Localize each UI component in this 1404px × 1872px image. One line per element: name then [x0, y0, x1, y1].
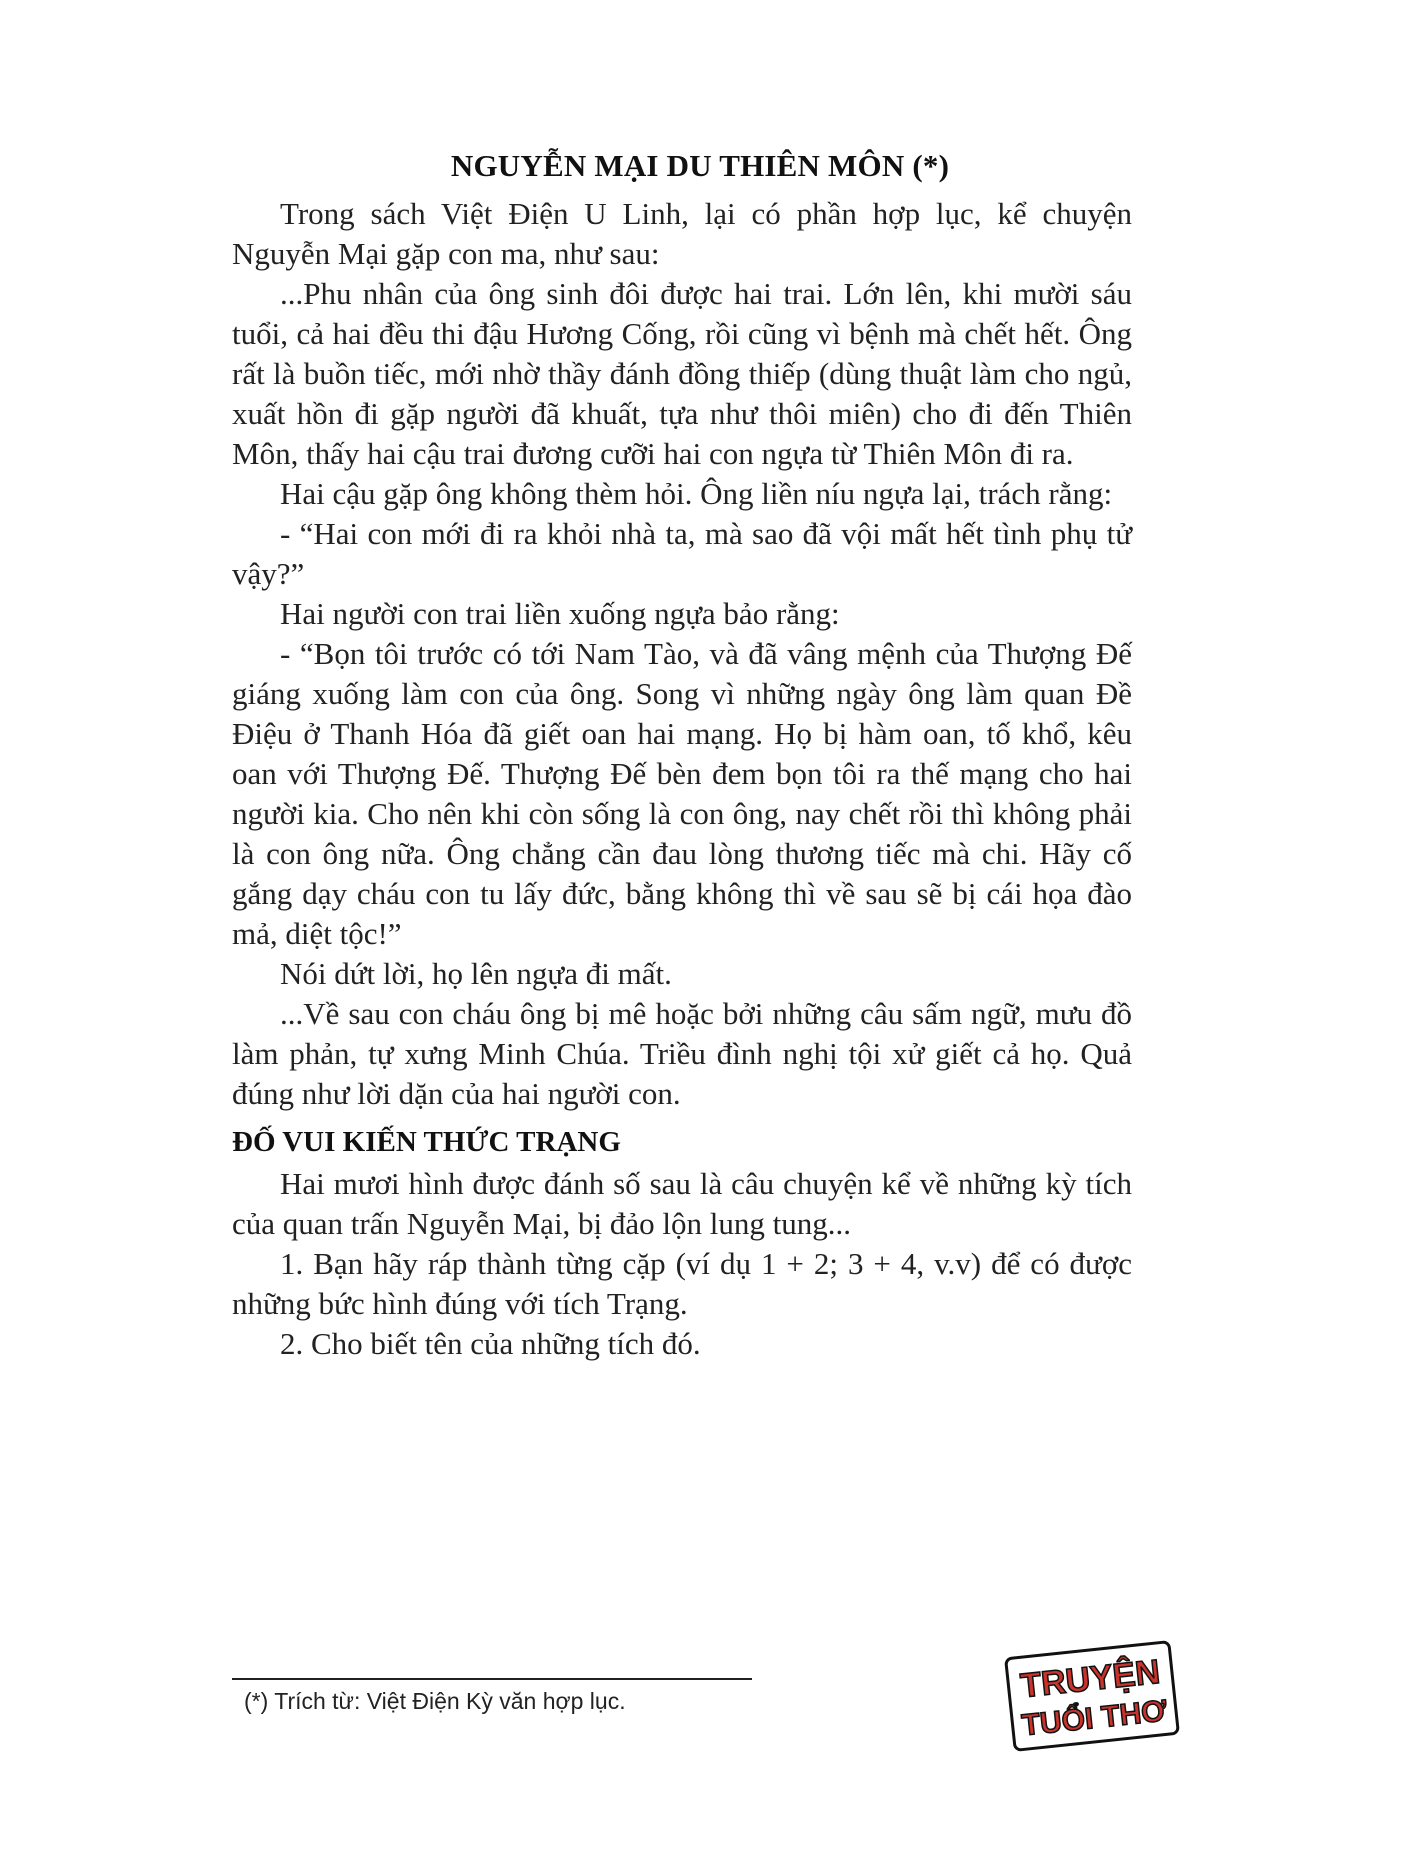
paragraph-twin-sons: ...Phu nhân của ông sinh đôi được hai trai. Lớn lên, khi mười sáu tuổi, cả hai đều thi đậu Hương Cống, rồi cũng vì bệnh mà chết hết. Ông rất là buồn tiếc, mới nhờ thầy đánh đồng thiếp (dùng thuật làm cho ngủ, xuất hồn đi gặp người đã khuất, tựa như thôi miên) cho đi đến Thiên Môn, thấy hai cậu trai đương cưỡi hai con ngựa từ Thiên Môn đi ra. — [232, 276, 1132, 471]
story-title: NGUYỄN MẠI DU THIÊN MÔN (*) — [450, 148, 950, 183]
story-body — [232, 194, 1132, 1364]
paragraph-epilogue: ...Về sau con cháu ông bị mê hoặc bởi những câu sấm ngữ, mưu đồ làm phản, tự xưng Minh Chúa. Triều đình nghị tội xử giết cả họ. Quả đúng như lời dặn của hai người con. — [232, 996, 1132, 1111]
footnote: (*) Trích từ: Việt Điện Kỳ văn hợp lục. — [244, 1688, 626, 1714]
paragraph-intro: Trong sách Việt Điện U Linh, lại có phần hợp lục, kể chuyện Nguyễn Mại gặp con ma, như sau: — [232, 196, 1132, 271]
quiz-heading: ĐỐ VUI KIẾN THỨC TRẠNG — [232, 1126, 621, 1158]
logo-line-2: TUỔI THƠ — [1020, 1694, 1169, 1743]
paragraph-meeting: Hai cậu gặp ông không thèm hỏi. Ông liền níu ngựa lại, trách rằng: — [280, 476, 1113, 511]
quiz-question-1: 1. Bạn hãy ráp thành từng cặp (ví dụ 1 + 2; 3 + 4, v.v) để có được những bức hình đúng với tích Trạng. — [232, 1246, 1132, 1321]
quiz-question-2: 2. Cho biết tên của những tích đó. — [280, 1326, 701, 1361]
paragraph-departure: Nói dứt lời, họ lên ngựa đi mất. — [280, 956, 672, 991]
quiz-intro: Hai mươi hình được đánh số sau là câu chuyện kể về những kỳ tích của quan trấn Nguyễn Mại, bị đảo lộn lung tung... — [232, 1166, 1132, 1241]
paragraph-sons-dismount: Hai người con trai liền xuống ngựa bảo rằng: — [280, 596, 840, 631]
truyen-tuoi-tho-logo — [1002, 1640, 1182, 1752]
paragraph-sons-explanation: - “Bọn tôi trước có tới Nam Tào, và đã vâng mệnh của Thượng Đế giáng xuống làm con của ông. Song vì những ngày ông làm quan Đề Điệu ở Thanh Hóa đã giết oan hai mạng. Họ bị hàm oan, tố khổ, kêu oan với Thượng Đế. Thượng Đế bèn đem bọn tôi ra thế mạng cho hai người kia. Cho nên khi còn sống là con ông, nay chết rồi thì không phải là con ông nữa. Ông chẳng cần đau lòng thương tiếc mà chi. Hãy cố gắng dạy cháu con tu lấy đức, bằng không thì về sau sẽ bị cái họa đào mả, diệt tộc!” — [232, 636, 1132, 951]
footnote-divider — [232, 1678, 752, 1680]
paragraph-father-reproach: - “Hai con mới đi ra khỏi nhà ta, mà sao đã vội mất hết tình phụ tử vậy?” — [232, 516, 1132, 591]
logo-line-1: TRUYỆN — [1018, 1652, 1162, 1706]
